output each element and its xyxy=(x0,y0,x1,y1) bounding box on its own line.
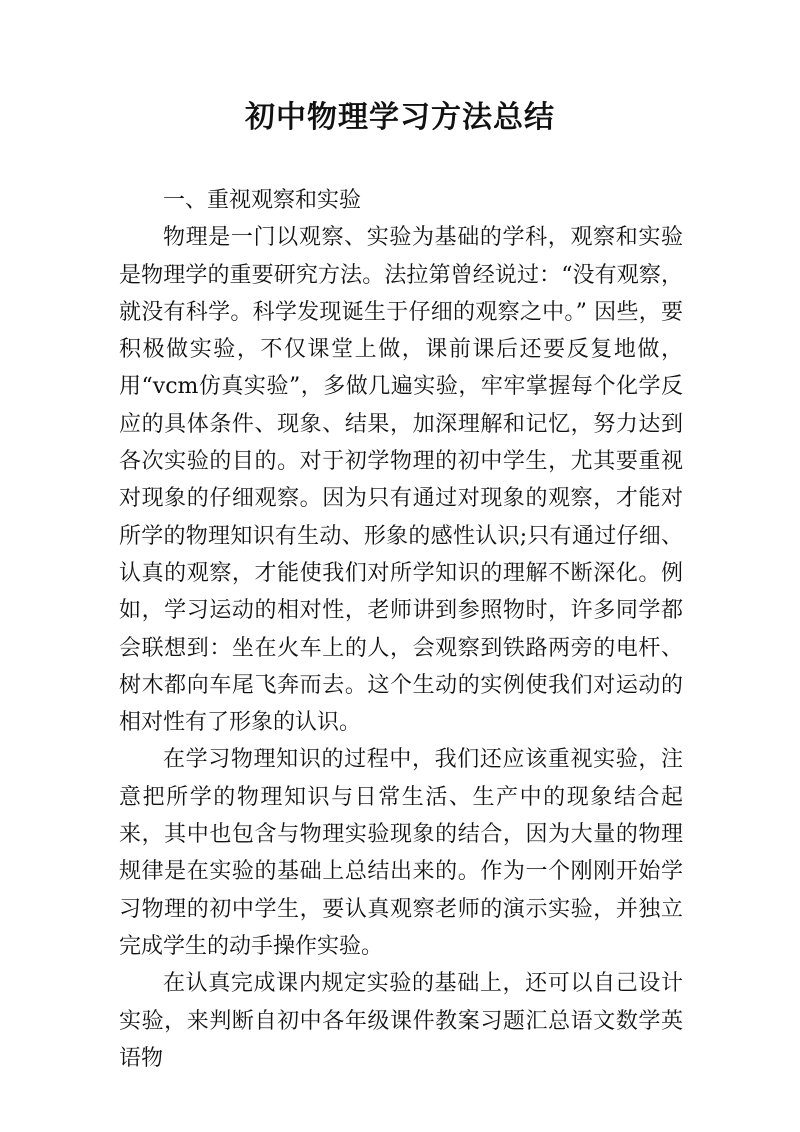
document-title: 初中物理学习方法总结 xyxy=(245,100,555,135)
document-body xyxy=(119,182,683,1077)
paragraph: 物理是一门以观察、实验为基础的学科，观察和实验是物理学的重要研究方法。法拉第曾经说过：“没有观察，就没有科学。科学发现诞生于仔细的观察之中。” 因些，要积极做实验，不仅课堂上做，课前课后还要反复地做，用“vcm仿真实验”，多做几遍实验，牢牢掌握每个化学反应的具体条件、现象、结果，加深理解和记忆，努力达到各次实验的目的。对于初学物理的初中学生，尤其要重视对现象的仔细观察。因为只有通过对现象的观察，才能对所学的物理知识有生动、形象的感性认识;只有通过仔细、认真的观察，才能使我们对所学知识的理解不断深化。例如，学习运动的相对性，老师讲到参照物时，许多同学都会联想到：坐在火车上的人，会观察到铁路两旁的电杆、树木都向车尾飞奔而去。这个生动的实例使我们对运动的相对性有了形象的认识。 xyxy=(119,225,683,736)
paragraph: 在认真完成课内规定实验的基础上，还可以自己设计实验，来判断自初中各年级课件教案习题汇总语文数学英语物 xyxy=(119,971,683,1071)
section-heading: 一、重视观察和实验 xyxy=(163,188,362,213)
paragraph: 在学习物理知识的过程中，我们还应该重视实验，注意把所学的物理知识与日常生活、生产中的现象结合起来，其中也包含与物理实验现象的结合，因为大量的物理规律是在实验的基础上总结出来的。作为一个刚刚开始学习物理的初中学生，要认真观察老师的演示实验，并独立完成学生的动手操作实验。 xyxy=(119,747,683,959)
